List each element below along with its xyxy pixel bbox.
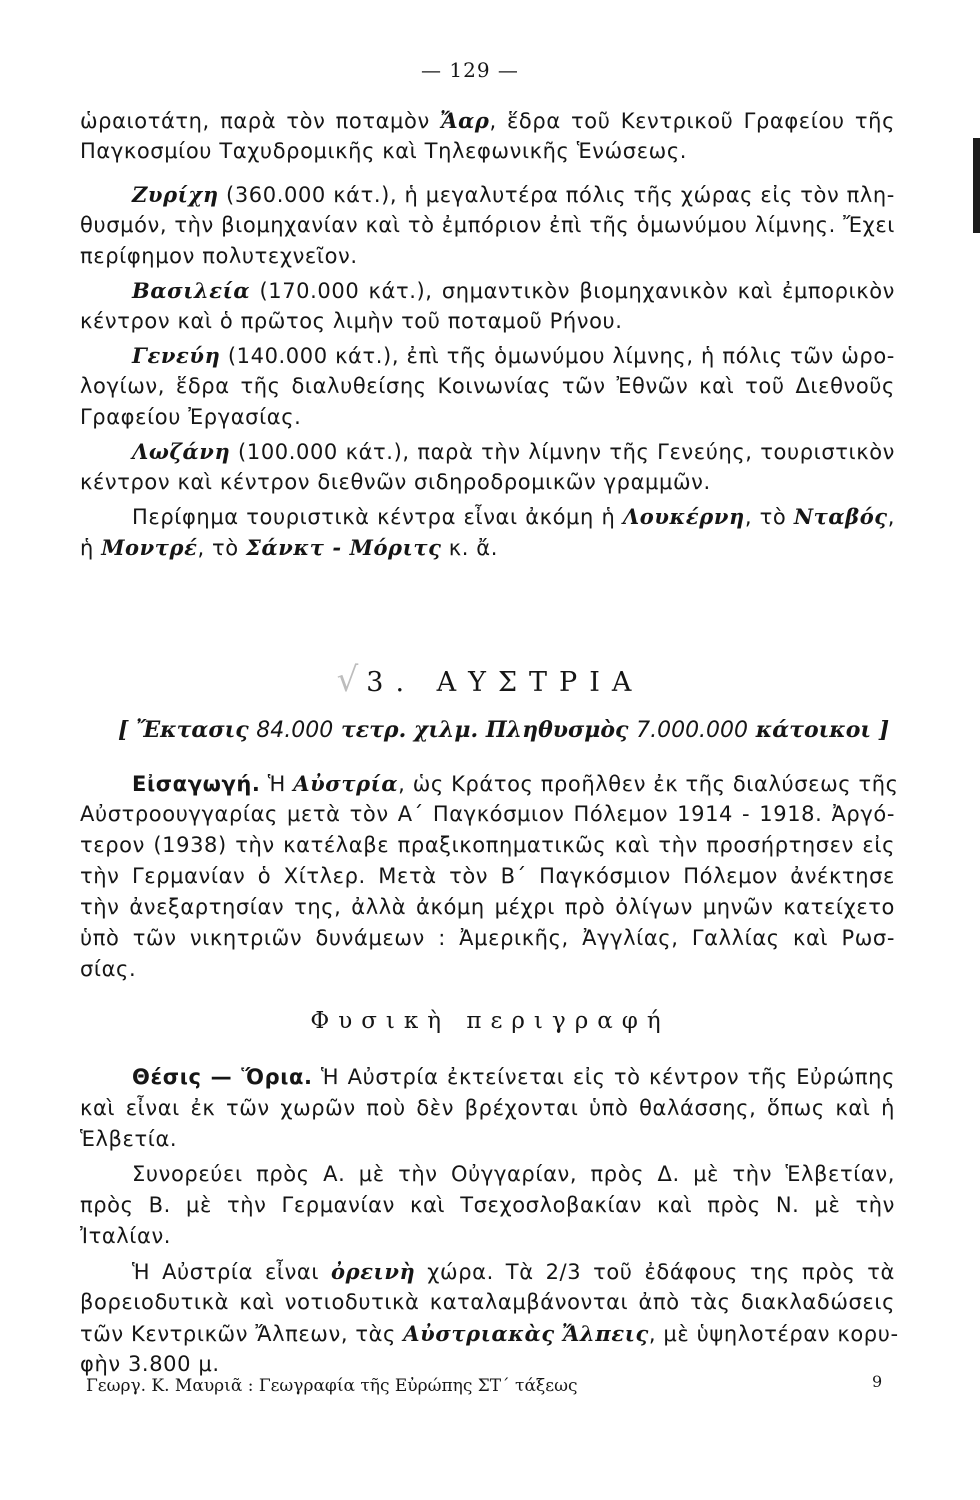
paragraph-line: σίας. [80,957,137,981]
place-name: Νταβός [793,504,888,529]
signature-mark: 9 [872,1372,883,1391]
paragraph-line: Ζυρίχη (360.000 κάτ.), ἡ μεγαλυτέρα πόλις τῆς χώρας εἰς τὸν πλη- [132,182,895,207]
page-number: — 129 — [421,58,519,82]
paragraph-line: τερον (1938) τὴν κατέλαβε πραξικοπηματικῶς καὶ τὴν προσήρτησεν εἰς [80,833,895,857]
paragraph-line: κέντρον καὶ κέντρον διεθνῶν σιδηροδρομικῶν γραμμῶν. [80,470,711,494]
paragraph-line: ὡραιοτάτη, παρὰ τὸν ποταμὸν Ἄαρ, ἕδρα τοῦ Κεντρικοῦ Γραφείου τῆς [80,108,895,133]
paragraph-line: καὶ εἶναι ἐκ τῶν χωρῶν ποὺ δὲν βρέχονται ὑπὸ θαλάσσης, ὅπως καὶ ἡ [80,1096,895,1120]
paragraph-line: Γενεύη (140.000 κάτ.), ἐπὶ τῆς ὁμωνύμου λίμνης, ἡ πόλις τῶν ὡρο- [132,343,895,368]
paragraph-line: φὴν 3.800 μ. [80,1352,220,1376]
place-name: Βασιλεία [132,278,251,303]
section-heading [0,660,980,700]
introduction-section [80,768,899,985]
population-value: 7.000.000 [636,718,749,743]
paragraph-line: κέντρον καὶ ὁ πρῶτος λιμὴν τοῦ ποταμοῦ Ρήνου. [80,309,623,333]
area-label: Ἔκτασις [136,717,249,743]
emphasis: Ἄλπεις [562,1321,649,1346]
scan-edge [973,138,980,233]
population-unit: κάτοικοι [755,717,872,743]
paragraph-line: ὑπὸ τῶν νικητριῶν δυνάμεων : Ἀμερικῆς, Ἀγγλίας, Γαλλίας καὶ Ρωσ- [80,926,895,950]
paragraph-line: Ἰταλίαν. [80,1224,172,1248]
country-stats: [ Ἔκτασις 84.000 τετρ. χιλμ. Πληθυσμὸς 7.000.000 κάτοικοι ] [118,717,890,743]
paragraph-line: Περίφημα τουριστικὰ κέντρα εἶναι ἀκόμη ἡ Λουκέρνη, τὸ Νταβός, [132,504,895,529]
paragraph-line: Εἰσαγωγή. Ἡ Αὐστρία, ὡς Κράτος προῆλθεν ἐκ τῆς διαλύσεως τῆς [132,771,899,796]
place-name: Ἄαρ [440,108,490,133]
paragraph-line: Αὐστροουγγαρίας μετὰ τὸν Α΄ Παγκόσμιον Πόλεμον 1914 - 1918. Ἀργό- [80,802,895,826]
paragraph-line: θυσμόν, τὴν βιομηχανίαν καὶ τὸ ἐμπόριον ἐπὶ τῆς ὁμωνύμου λίμνης. Ἔχει [80,213,896,237]
paragraph-line: Γραφείου Ἐργασίας. [80,405,302,429]
area-unit: τετρ. χιλμ. [340,717,479,743]
paragraph-line: περίφημον πολυτεχνεῖον. [80,244,358,268]
paragraph-line: Λωζάνη (100.000 κάτ.), παρὰ τὴν λίμνην τῆς Γενεύης, τουριστικὸν [132,439,895,464]
area-value: 84.000 [256,718,334,743]
emphasis: Αὐστριακὰς [403,1321,555,1346]
paragraph-line: Θέσις — Ὅρια. Ἡ Αὐστρία ἐκτείνεται εἰς τὸ κέντρον τῆς Εὐρώπης [132,1065,896,1089]
paragraph-lead: Θέσις — Ὅρια. [132,1065,313,1089]
place-name: Λουκέρνη [622,504,745,529]
subheading: Φυσικὴ περιγραφή [310,1008,670,1034]
paragraph-line: τὴν Γερμανίαν ὁ Χίτλερ. Μετὰ τὸν Β΄ Παγκόσμιον Πόλεμον ἀνέκτησε [80,864,895,888]
place-name: Λωζάνη [132,439,231,464]
checkmark-icon: √ [336,660,359,700]
paragraph-line: Ἡ Αὐστρία εἶναι ὀρεινὴ χώρα. Τὰ 2/3 τοῦ ἐδάφους της πρὸς τὰ [132,1259,895,1284]
country-name: Αὐστρία [293,771,399,796]
place-name: Σάνκτ - Μόριτς [246,535,442,560]
physical-description-section [80,1062,899,1380]
switzerland-cities-section [80,105,895,563]
place-name: Μοντρέ [101,535,198,560]
paragraph-line: τὴν ἀνεξαρτησίαν της, ἀλλὰ ἀκόμη μέχρι πρὸ ὀλίγων μηνῶν κατείχετο [80,895,895,919]
emphasis: ὀρεινὴ [331,1259,416,1284]
page-footer: Γεωργ. Κ. Μαυριᾶ : Γεωγραφία τῆς Εὐρώπης ΣΤ΄ τάξεως [86,1376,578,1396]
paragraph-lead: Εἰσαγωγή. [132,772,261,796]
place-name: Ζυρίχη [132,182,219,207]
paragraph-line: τῶν Κεντρικῶν Ἄλπεων, τὰς Αὐστριακὰς Ἄλπεις, μὲ ὑψηλοτέραν κορυ- [80,1321,899,1346]
paragraph-line: Ἑλβετία. [80,1127,178,1151]
paragraph-line: βορειοδυτικὰ καὶ νοτιοδυτικὰ καταλαμβάνονται ἀπὸ τὰς διακλαδώσεις [80,1290,895,1314]
section-title: 3. ΑΥΣΤΡΙΑ [366,667,644,698]
paragraph-line: Βασιλεία (170.000 κάτ.), σημαντικὸν βιομηχανικὸν καὶ ἐμπορικὸν [132,278,895,303]
paragraph-line: λογίων, ἕδρα τῆς διαλυθείσης Κοινωνίας τῶν Ἐθνῶν καὶ τοῦ Διεθνοῦς [80,374,895,398]
paragraph-line: Συνορεύει πρὸς Α. μὲ τὴν Οὐγγαρίαν, πρὸς Δ. μὲ τὴν Ἑλβετίαν, [132,1162,895,1186]
paragraph-line: πρὸς Β. μὲ τὴν Γερμανίαν καὶ Τσεχοσλοβακίαν καὶ πρὸς Ν. μὲ τὴν [80,1193,895,1217]
population-label: Πληθυσμὸς [485,717,629,743]
paragraph-line: Παγκοσμίου Ταχυδρομικῆς καὶ Τηλεφωνικῆς Ἑνώσεως. [80,139,688,163]
paragraph-line: ἡ Μοντρέ, τὸ Σάνκτ - Μόριτς κ. ἄ. [80,535,499,560]
place-name: Γενεύη [132,343,221,368]
